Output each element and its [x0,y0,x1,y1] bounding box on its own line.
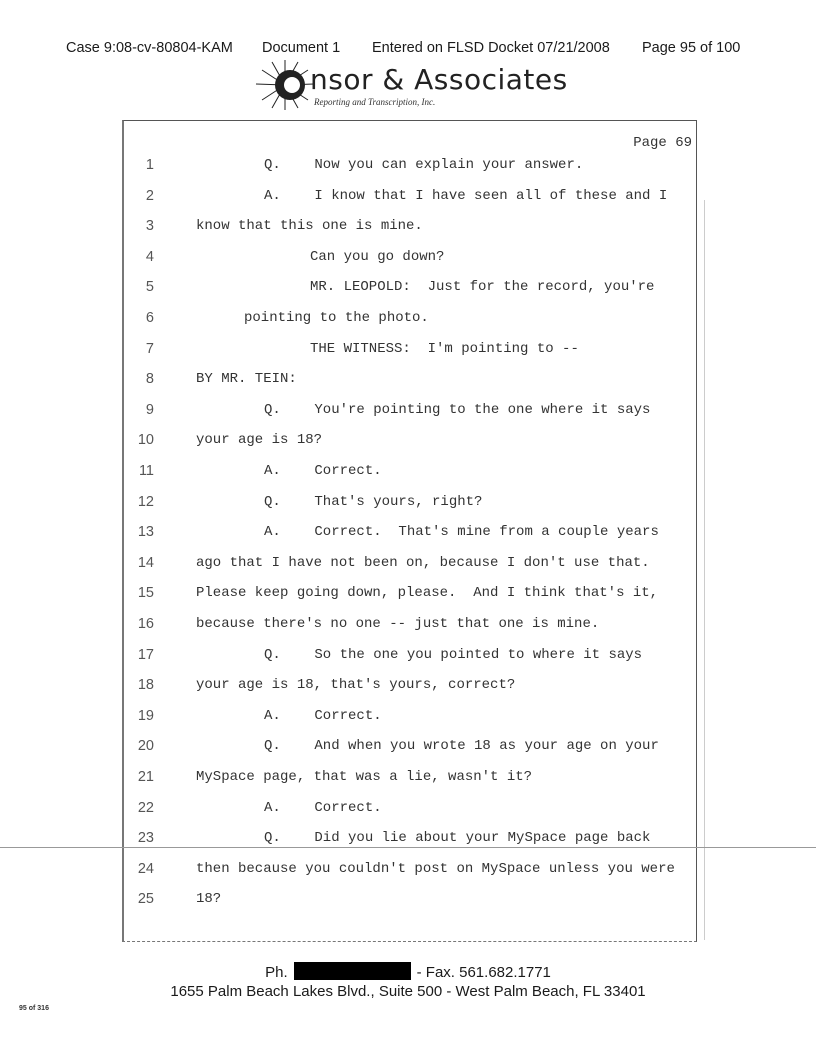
transcript-line [124,769,697,799]
line-number: 12 [137,493,154,510]
line-number: 19 [137,707,154,724]
line-text: A. I know that I have seen all of these and I [264,187,668,204]
line-text: 18? [196,891,222,908]
line-number: 2 [145,187,154,204]
line-text: your age is 18, that's yours, correct? [196,677,516,694]
transcript-line [124,861,697,891]
line-text: THE WITNESS: I'm pointing to -- [310,340,579,357]
transcript-line [124,494,697,524]
transcript-line [124,677,697,707]
line-number: 4 [145,248,154,265]
transcript-line [124,279,697,309]
scan-margin-line [704,200,705,940]
transcript-line [124,800,697,830]
line-text: MR. LEOPOLD: Just for the record, you're [310,279,655,296]
line-number: 21 [137,769,154,785]
reporter-logo [250,63,568,114]
line-number: 24 [137,860,154,877]
line-number: 15 [137,585,154,602]
transcript-line [124,524,697,554]
line-number: 14 [137,554,154,571]
transcript-line [124,432,697,462]
line-number: 5 [145,279,154,296]
line-number: 1 [145,157,154,173]
line-number: 11 [138,463,154,479]
court-page-number: Page 95 of 100 [642,40,741,56]
line-number: 17 [137,646,154,663]
line-text: then because you couldn't post on MySpace unless you were [196,860,675,877]
line-number: 16 [137,616,154,632]
footer-address: 1655 Palm Beach Lakes Blvd., Suite 500 - West Palm Beach, FL 33401 [170,983,646,1000]
line-text: MySpace page, that was a lie, wasn't it? [196,769,533,785]
line-text: Q. You're pointing to the one where it says [264,401,651,418]
line-number: 13 [137,524,154,541]
line-number: 6 [145,310,154,326]
line-text: your age is 18? [196,432,323,449]
transcript-line [124,708,697,738]
transcript-line [124,616,697,646]
line-number: 10 [137,432,154,449]
scan-horizontal-rule [0,847,816,848]
line-text: Q. And when you wrote 18 as your age on your [264,738,659,755]
line-text: A. Correct. [264,799,382,816]
transcript-line [124,371,697,401]
line-number: 25 [137,891,154,908]
docket-entry: Entered on FLSD Docket 07/21/2008 [372,40,610,56]
transcript-line [124,555,697,585]
line-text: A. Correct. [264,463,382,479]
fax-number: - Fax. 561.682.1771 [416,964,551,981]
line-text: Q. So the one you pointed to where it says [264,646,643,663]
case-number: Case 9:08-cv-80804-KAM [66,40,233,56]
phone-label: Ph. [265,964,288,981]
transcript-page-label: Page 69 [633,135,692,151]
transcript-line [124,891,697,921]
line-text: ago that I have not been on, because I don't use that. [196,554,650,571]
line-text: Q. That's yours, right? [264,493,483,510]
line-number: 18 [137,677,154,694]
line-number: 22 [137,799,154,816]
transcript-line [124,402,697,432]
transcript-line [124,341,697,371]
line-number: 20 [137,738,154,755]
line-text: A. Correct. That's mine from a couple years [264,524,659,541]
line-text: Q. Did you lie about your MySpace page back [264,830,651,847]
transcript-line [124,249,697,279]
transcript-line [124,310,697,340]
line-text: Please keep going down, please. And I think that's it, [196,585,659,602]
logo-name: nsor & Associates [310,63,568,96]
transcript-line [124,830,697,860]
line-text: because there's no one -- just that one is mine. [196,616,600,632]
transcript-line [124,188,697,218]
line-number: 7 [145,340,154,357]
footer-contact [0,962,816,981]
transcript-line [124,463,697,493]
transcript-line [124,218,697,248]
line-number: 8 [145,371,154,388]
line-number: 23 [137,830,154,847]
transcript-page [122,120,697,942]
line-number: 9 [145,401,154,418]
document-number: Document 1 [262,40,341,56]
line-text: A. Correct. [264,707,382,724]
line-text: know that this one is mine. [196,218,423,235]
transcript-line [124,647,697,677]
line-text: Q. Now you can explain your answer. [264,157,584,173]
reporter-emblem-icon [254,60,316,110]
line-text: pointing to the photo. [244,310,429,326]
transcript-line [124,157,697,187]
transcript-line [124,738,697,768]
line-number: 3 [145,218,154,235]
line-text: Can you go down? [310,248,445,265]
line-text: BY MR. TEIN: [196,371,297,388]
logo-tagline: Reporting and Transcription, Inc. [314,97,436,107]
transcript-line [124,585,697,615]
side-page-number: 95 of 316 [19,1005,49,1012]
redacted-phone [294,962,411,980]
